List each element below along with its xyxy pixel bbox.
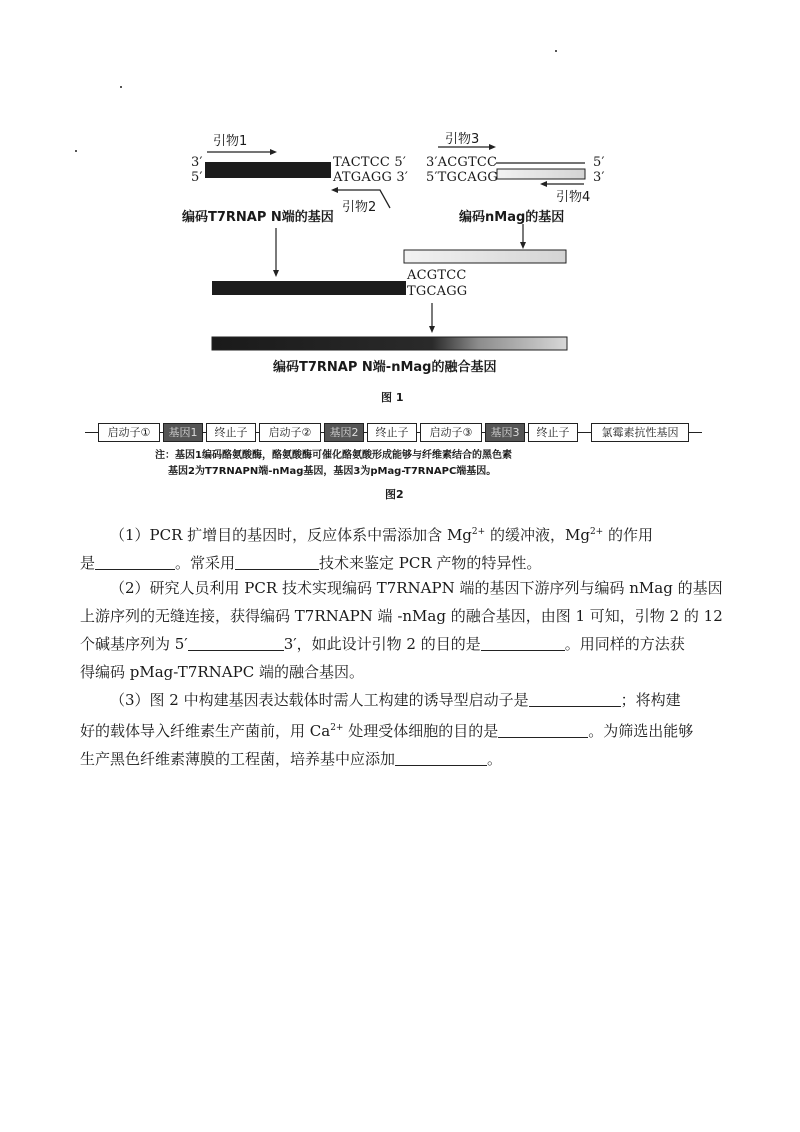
nmag-extended-bar bbox=[404, 250, 566, 263]
promoter-2: 启动子② bbox=[259, 423, 321, 442]
answer-blank-3[interactable] bbox=[188, 632, 284, 651]
figure-1-caption: 图 1 bbox=[381, 391, 404, 404]
primer1-arrowhead bbox=[270, 149, 277, 155]
answer-blank-6[interactable] bbox=[498, 719, 588, 738]
figure-2-caption: 图2 bbox=[385, 488, 404, 501]
question-2-line-3: 个碱基序列为 5′ 3′，如此设计引物 2 的目的是 。用同样的方法获 bbox=[80, 630, 720, 658]
gene-left-bar bbox=[205, 162, 331, 178]
terminator-2: 终止子 bbox=[367, 423, 417, 442]
gene-1: 基因1 bbox=[163, 423, 203, 442]
promoter-3: 启动子③ bbox=[420, 423, 482, 442]
primer2-label: 引物2 bbox=[342, 200, 377, 215]
junction-bottom: TGCAGG bbox=[407, 284, 468, 299]
question-3-line-1: （3）图 2 中构建基因表达载体时需人工构建的诱导型启动子是 ；将构建 bbox=[80, 686, 720, 714]
answer-blank-2[interactable] bbox=[235, 551, 319, 570]
figure-2-note-line1: 注：基因1编码酪氨酸酶，酪氨酸酶可催化酪氨酸形成能够与纤维素结合的黑色素 bbox=[155, 450, 512, 461]
question-1-line-2: 是 。常采用 技术来鉴定 PCR 产物的特异性。 bbox=[80, 549, 720, 577]
gene-right-label: 编码nMag的基因 bbox=[459, 210, 565, 225]
left-extended-bar bbox=[212, 281, 406, 295]
question-2 bbox=[80, 574, 723, 686]
promoter-1: 启动子① bbox=[98, 423, 160, 442]
question-3 bbox=[80, 686, 720, 773]
primer3-label: 引物3 bbox=[445, 132, 480, 147]
nmag-down-arrowhead bbox=[520, 242, 526, 249]
fusion-bar bbox=[212, 337, 567, 350]
terminator-1: 终止子 bbox=[206, 423, 256, 442]
chloramphenicol-resistance-gene: 氯霉素抗性基因 bbox=[591, 423, 689, 442]
primer3-arrowhead bbox=[489, 144, 496, 150]
right-seq-bottom: 5′TGCAGG bbox=[426, 170, 498, 185]
gene-3: 基因3 bbox=[485, 423, 525, 442]
question-1 bbox=[80, 518, 720, 577]
left-top-end: 3′ bbox=[191, 155, 203, 170]
right-seq-top: 3′ACGTCC bbox=[426, 155, 498, 170]
primer4-label: 引物4 bbox=[556, 190, 591, 205]
answer-blank-5[interactable] bbox=[529, 688, 621, 707]
figure-1-drawing bbox=[0, 0, 800, 380]
left-seq-bottom: ATGAGG 3′ bbox=[333, 170, 409, 185]
junction-top: ACGTCC bbox=[407, 268, 467, 283]
answer-blank-4[interactable] bbox=[481, 632, 565, 651]
question-2-line-1: （2）研究人员利用 PCR 技术实现编码 T7RNAPN 端的基因下游序列与编码 nMag 的基因 bbox=[110, 579, 723, 597]
primer1-label: 引物1 bbox=[213, 134, 248, 149]
right-top-end: 5′ bbox=[593, 155, 605, 170]
answer-blank-1[interactable] bbox=[95, 551, 175, 570]
question-3-line-2: 好的载体导入纤维素生产菌前，用 $Ca^{2+}$ 处理受体细胞的目的是 。为筛选出能够 bbox=[80, 714, 720, 745]
primer4-arrowhead bbox=[540, 181, 547, 187]
gene-right-bottom-strand bbox=[497, 169, 585, 179]
left-down-arrowhead bbox=[273, 270, 279, 277]
terminator-3: 终止子 bbox=[528, 423, 578, 442]
fusion-down-arrowhead bbox=[429, 326, 435, 333]
question-2-line-4: 得编码 pMag-T7RNAPC 端的融合基因。 bbox=[80, 663, 364, 681]
gene-2: 基因2 bbox=[324, 423, 364, 442]
right-bottom-end: 3′ bbox=[593, 170, 605, 185]
question-2-line-2: 上游序列的无缝连接，获得编码 T7RNAPN 端 -nMag 的融合基因，由图 1 可知，引物 2 的 12 bbox=[80, 607, 723, 625]
question-3-line-3: 生产黑色纤维素薄膜的工程菌，培养基中应添加 。 bbox=[80, 745, 720, 773]
answer-blank-7[interactable] bbox=[395, 747, 487, 766]
figure-2-note-line2: 基因2为T7RNAPN端-nMag基因，基因3为pMag-T7RNAPC端基因。 bbox=[168, 466, 497, 477]
left-bottom-end: 5′ bbox=[191, 170, 203, 185]
question-1-line-1: （1）PCR 扩增目的基因时，反应体系中需添加含 $Mg^{2+}$ 的缓冲液，$Mg^{2+}$ 的作用 bbox=[110, 526, 653, 544]
gene-left-label: 编码T7RNAP N端的基因 bbox=[182, 210, 334, 225]
fusion-label: 编码T7RNAP N端-nMag的融合基因 bbox=[273, 360, 497, 375]
primer2-arrowhead bbox=[331, 187, 338, 193]
left-seq-top: TACTCC 5′ bbox=[333, 155, 407, 170]
